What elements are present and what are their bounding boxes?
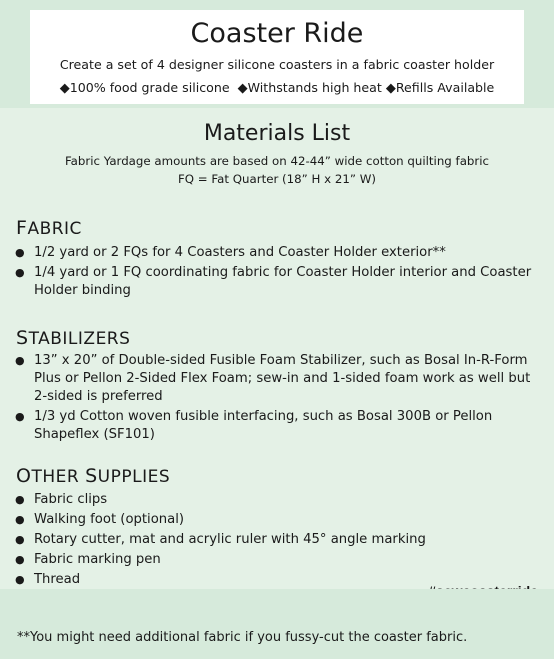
header-title: Coaster Ride xyxy=(190,18,364,49)
bullet-icon: ● xyxy=(15,573,25,586)
section-heading-other-supplies: OTHER SUPPLIES xyxy=(16,465,171,487)
yardage-note: Fabric Yardage amounts are based on 42-44” wide cotton quilting fabric xyxy=(64,154,490,168)
bullet-icon: ● xyxy=(15,354,25,367)
list-item: ● Fabric clips xyxy=(15,492,108,507)
list-item: ● 1/3 yd Cotton woven fusible interfacing, such as Bosal 300B or Pellon Shapeflex (SF101) xyxy=(15,409,493,442)
list-item: ● 13” x 20” of Double-sided Fusible Foam Stabilizer, such as Bosal In-R-Form Plus or Pellon 2-Sided Flex Foam; sew-in and 1-sided foam work as well but 2-sided is preferred xyxy=(15,353,531,404)
list-item: ● Fabric marking pen xyxy=(15,552,161,567)
list-item: ● Walking foot (optional) xyxy=(15,512,185,527)
bullet-icon: ● xyxy=(15,410,25,423)
bullet-icon: ● xyxy=(15,246,25,259)
feature-item: Refills Available xyxy=(395,80,495,95)
bullet-icon: ● xyxy=(15,266,25,279)
bullet-icon: ● xyxy=(15,493,25,506)
bullet-icon: ● xyxy=(15,553,25,566)
stabilizers-list xyxy=(15,352,535,444)
footer xyxy=(0,589,554,659)
diamond-icon: ◆ xyxy=(59,81,70,96)
section-heading-fabric: FABRIC xyxy=(16,217,82,239)
list-item: ● 1/2 yard or 2 FQs for 4 Coasters and Coaster Holder exterior** xyxy=(15,245,446,260)
other-supplies-list xyxy=(15,491,535,589)
feature-item: Withstands high heat xyxy=(247,80,382,95)
list-item: ● 1/4 yard or 1 FQ coordinating fabric for Coaster Holder interior and Coaster Holder binding xyxy=(15,265,532,298)
materials-panel xyxy=(0,108,554,589)
bullet-icon: ● xyxy=(15,533,25,546)
list-item: ● Rotary cutter, mat and acrylic ruler with 45° angle marking xyxy=(15,532,426,547)
header-features xyxy=(30,79,524,97)
materials-title: Materials List xyxy=(203,121,351,146)
section-heading-stabilizers: STABILIZERS xyxy=(16,327,131,349)
diamond-icon: ◆ xyxy=(237,81,248,96)
fat-quarter-note: FQ = Fat Quarter (18” H x 21” W) xyxy=(177,172,377,186)
header-box xyxy=(30,10,524,104)
fabric-list xyxy=(15,244,535,300)
diamond-icon: ◆ xyxy=(385,81,396,96)
feature-item: 100% food grade silicone xyxy=(69,80,230,95)
list-item: ● Thread xyxy=(15,572,81,587)
footer-note: **You might need additional fabric if you fussy-cut the coaster fabric. xyxy=(17,630,468,645)
bullet-icon: ● xyxy=(15,513,25,526)
header-subtitle: Create a set of 4 designer silicone coasters in a fabric coaster holder xyxy=(59,57,495,72)
